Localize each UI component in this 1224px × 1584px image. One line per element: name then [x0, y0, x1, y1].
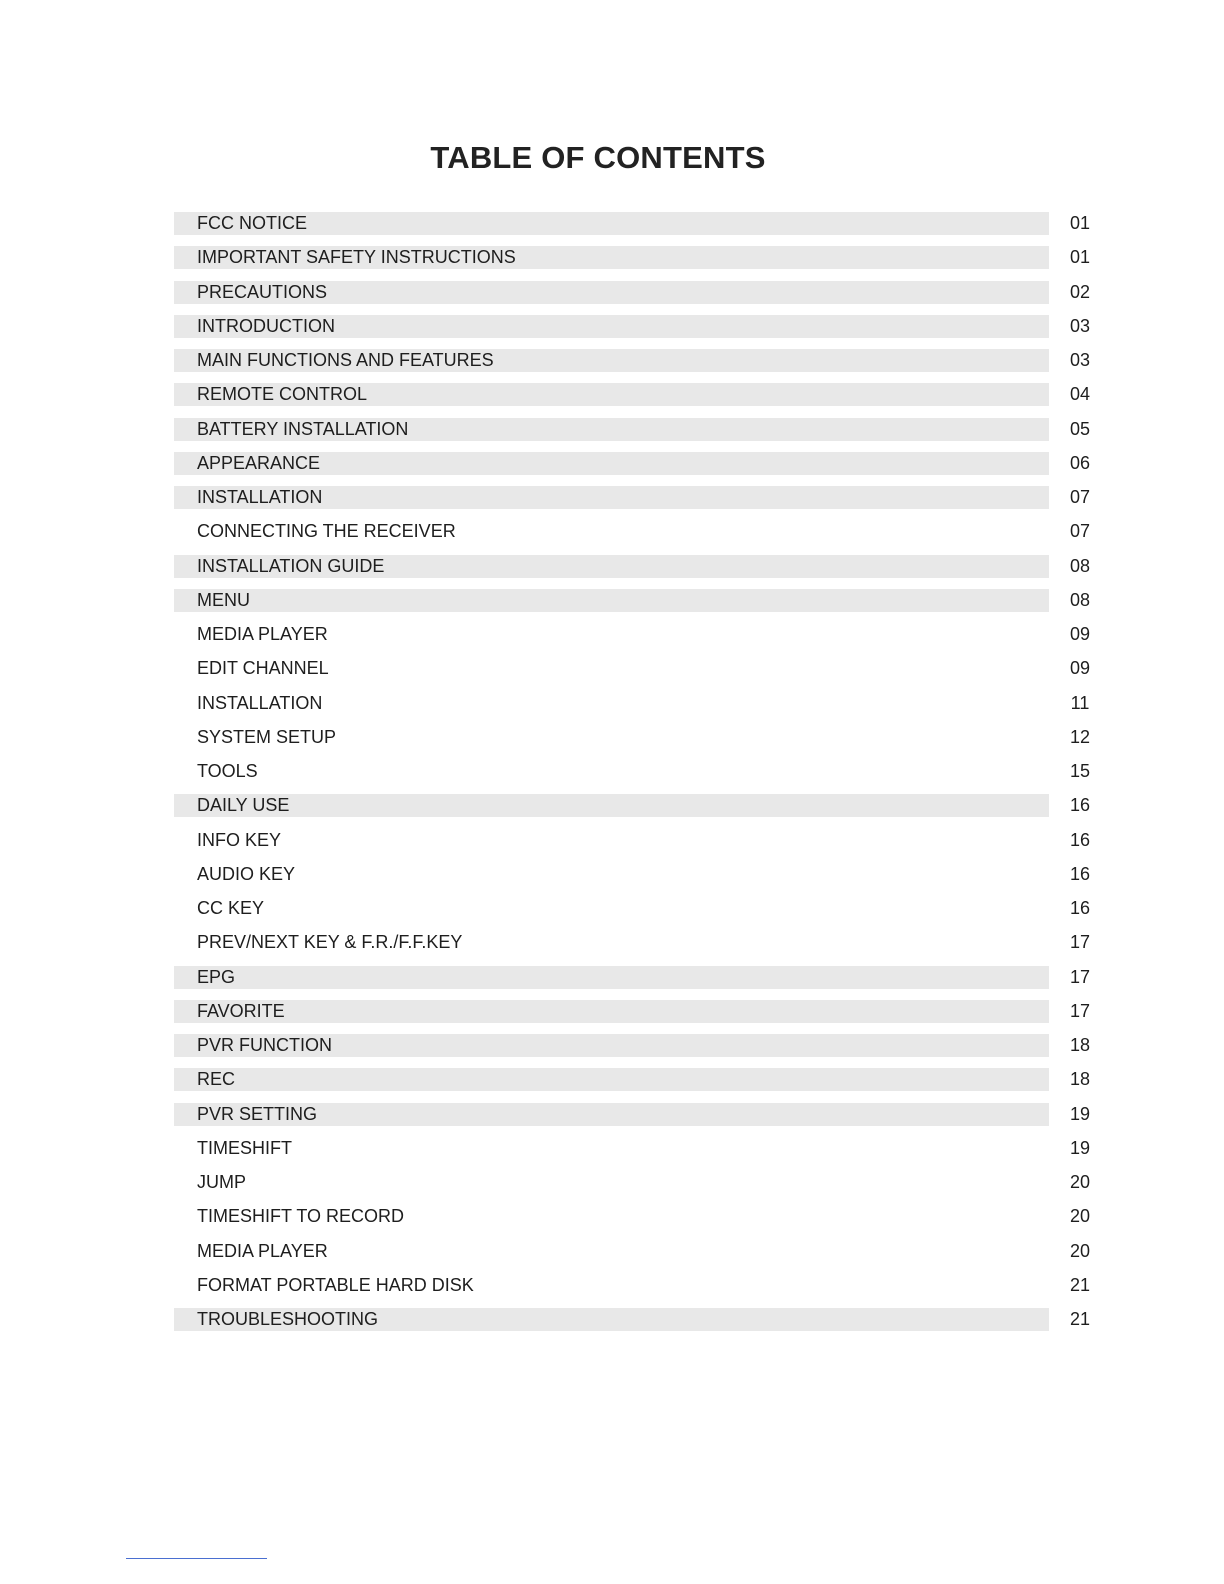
toc-entry[interactable] — [0, 1169, 1224, 1203]
toc-entry[interactable] — [0, 1066, 1224, 1100]
toc-entry-page-number: 16 — [1069, 898, 1091, 918]
toc-entry[interactable] — [0, 244, 1224, 278]
toc-entry[interactable] — [0, 484, 1224, 518]
toc-entry-label: APPEARANCE — [197, 452, 321, 473]
toc-entry-label: PVR SETTING — [197, 1103, 318, 1124]
toc-entry[interactable] — [0, 1238, 1224, 1272]
toc-entry-page-number: 12 — [1069, 726, 1091, 747]
toc-entry-label: CC KEY — [197, 898, 265, 918]
toc-entry-page-number: 07 — [1069, 487, 1091, 507]
toc-entry-label: REC — [197, 1069, 236, 1090]
toc-entry[interactable] — [0, 998, 1224, 1032]
toc-entry[interactable] — [0, 1306, 1224, 1340]
toc-entry-label: INSTALLATION GUIDE — [197, 555, 385, 576]
toc-entry-label: BATTERY INSTALLATION — [197, 418, 409, 439]
toc-entry-label: INSTALLATION — [197, 487, 323, 507]
toc-entry-page-number: 18 — [1069, 1069, 1091, 1090]
toc-entry-label: INTRODUCTION — [197, 315, 335, 336]
toc-entry-label: FORMAT PORTABLE HARD DISK — [197, 1274, 474, 1295]
toc-entry-page-number: 18 — [1069, 1035, 1091, 1055]
toc-entry[interactable] — [0, 929, 1224, 963]
toc-entry[interactable] — [0, 792, 1224, 826]
toc-entry-label: TIMESHIFT — [197, 1137, 292, 1158]
toc-entry[interactable] — [0, 381, 1224, 415]
toc-entry[interactable] — [0, 621, 1224, 655]
toc-entry-label: EDIT CHANNEL — [197, 658, 329, 679]
toc-entry-page-number: 21 — [1069, 1274, 1091, 1295]
toc-entry[interactable] — [0, 758, 1224, 792]
toc-entry-page-number: 16 — [1069, 863, 1091, 884]
toc-entry-page-number: 02 — [1069, 281, 1091, 302]
toc-entry-shade — [174, 589, 1049, 612]
toc-entry-shade — [174, 966, 1049, 989]
toc-entry[interactable] — [0, 347, 1224, 381]
toc-entry-label: FCC NOTICE — [197, 213, 307, 233]
toc-entry[interactable] — [0, 895, 1224, 929]
toc-entry[interactable] — [0, 210, 1224, 244]
toc-entry-page-number: 20 — [1069, 1206, 1091, 1227]
toc-entry-label: MEDIA PLAYER — [197, 624, 328, 644]
toc-entry-label: SYSTEM SETUP — [197, 726, 337, 747]
toc-entry-label: MENU — [197, 589, 250, 610]
toc-entry[interactable] — [0, 1135, 1224, 1169]
toc-entry[interactable] — [0, 450, 1224, 484]
toc-entry[interactable] — [0, 518, 1224, 552]
toc-entry-page-number: 07 — [1069, 521, 1091, 542]
toc-entry-shade — [174, 1068, 1049, 1091]
toc-entry[interactable] — [0, 553, 1224, 587]
toc-entry-label: PREV/NEXT KEY & F.R./F.F.KEY — [197, 932, 463, 953]
toc-entry-page-number: 09 — [1069, 658, 1091, 679]
toc-entry[interactable] — [0, 964, 1224, 998]
toc-entry-page-number: 17 — [1069, 932, 1091, 953]
toc-entry-page-number: 06 — [1069, 452, 1091, 473]
toc-entry-page-number: 11 — [1070, 692, 1090, 713]
toc-entry-page-number: 16 — [1069, 795, 1091, 816]
toc-entry[interactable] — [0, 313, 1224, 347]
toc-entry-label: MAIN FUNCTIONS AND FEATURES — [197, 350, 494, 370]
toc-entry-page-number: 17 — [1069, 1000, 1091, 1021]
toc-entry-label: CONNECTING THE RECEIVER — [197, 521, 456, 542]
toc-entry-page-number: 19 — [1069, 1103, 1091, 1124]
toc-entry-shade — [174, 1000, 1049, 1023]
toc-entry-page-number: 19 — [1069, 1137, 1091, 1158]
toc-entry-page-number: 03 — [1069, 350, 1091, 370]
toc-entry-page-number: 08 — [1069, 555, 1091, 576]
toc-entry-shade — [174, 794, 1049, 817]
toc-entry-label: IMPORTANT SAFETY INSTRUCTIONS — [197, 247, 516, 268]
toc-entry[interactable] — [0, 1203, 1224, 1237]
toc-entry[interactable] — [0, 861, 1224, 895]
toc-entry-page-number: 17 — [1069, 966, 1091, 987]
toc-entry[interactable] — [0, 827, 1224, 861]
toc-entry-label: PRECAUTIONS — [197, 281, 328, 302]
toc-entry-label: AUDIO KEY — [197, 863, 296, 884]
toc-entry-label: EPG — [197, 966, 236, 987]
toc-entry-page-number: 05 — [1069, 418, 1091, 439]
toc-entry-page-number: 20 — [1069, 1172, 1091, 1192]
toc-entry-label: TIMESHIFT TO RECORD — [197, 1206, 405, 1227]
toc-entry-label: FAVORITE — [197, 1000, 285, 1021]
toc-entry[interactable] — [0, 587, 1224, 621]
toc-entry-page-number: 04 — [1069, 384, 1091, 405]
table-of-contents — [0, 210, 1224, 1340]
toc-entry-page-number: 15 — [1069, 761, 1091, 781]
toc-entry-label: PVR FUNCTION — [197, 1035, 332, 1055]
toc-entry-label: TROUBLESHOOTING — [197, 1309, 379, 1329]
footer-rule — [126, 1558, 267, 1559]
toc-entry-label: INSTALLATION — [197, 692, 323, 713]
toc-entry-page-number: 01 — [1069, 213, 1091, 233]
toc-entry-label: INFO KEY — [197, 829, 282, 850]
toc-entry[interactable] — [0, 1032, 1224, 1066]
toc-entry[interactable] — [0, 1272, 1224, 1306]
toc-entry[interactable] — [0, 279, 1224, 313]
toc-entry[interactable] — [0, 690, 1224, 724]
page-title: TABLE OF CONTENTS — [430, 140, 766, 175]
toc-entry-page-number: 08 — [1069, 589, 1091, 610]
toc-entry[interactable] — [0, 655, 1224, 689]
toc-entry-page-number: 20 — [1069, 1240, 1091, 1261]
toc-entry-page-number: 21 — [1069, 1309, 1091, 1329]
toc-entry-page-number: 09 — [1069, 624, 1091, 644]
toc-entry[interactable] — [0, 724, 1224, 758]
toc-entry-page-number: 03 — [1069, 315, 1091, 336]
toc-entry-label: REMOTE CONTROL — [197, 384, 368, 405]
toc-entry[interactable] — [0, 416, 1224, 450]
toc-entry-label: MEDIA PLAYER — [197, 1240, 328, 1261]
toc-entry-page-number: 01 — [1069, 247, 1091, 268]
toc-entry-page-number: 16 — [1069, 829, 1091, 850]
toc-entry-label: JUMP — [197, 1172, 246, 1192]
toc-entry-label: DAILY USE — [197, 795, 290, 816]
toc-entry[interactable] — [0, 1101, 1224, 1135]
toc-entry-label: TOOLS — [197, 761, 258, 781]
